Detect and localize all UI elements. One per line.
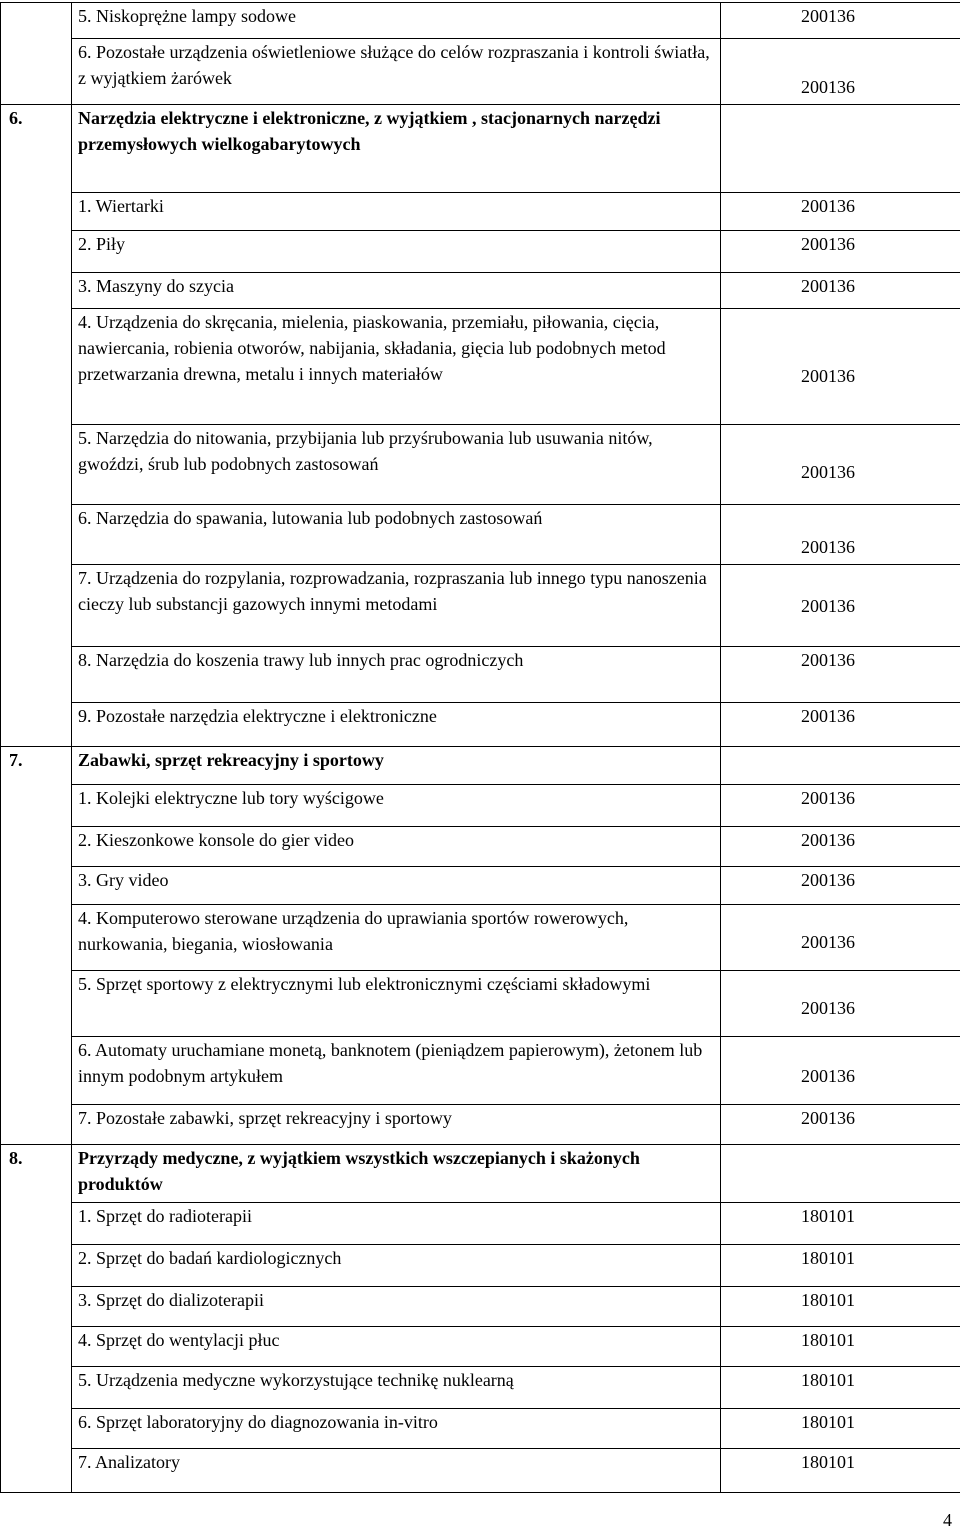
table-row bbox=[1, 231, 960, 273]
waste-code bbox=[721, 1203, 960, 1245]
waste-code-value: 200136 bbox=[801, 785, 960, 811]
item-description: 2. Kieszonkowe konsole do gier video bbox=[72, 827, 721, 867]
row-number bbox=[1, 827, 72, 867]
table-row bbox=[1, 1105, 960, 1145]
waste-code bbox=[721, 39, 960, 105]
item-description: 7. Urządzenia do rozpylania, rozprowadzania, rozpraszania lub innego typu nanoszenia cieczy lub substancji gazowych innymi metodami bbox=[72, 565, 721, 647]
item-description: 7. Analizatory bbox=[72, 1449, 721, 1493]
item-description: 1. Sprzęt do radioterapii bbox=[72, 1203, 721, 1245]
item-description: 1. Wiertarki bbox=[72, 193, 721, 231]
category-row bbox=[1, 1145, 960, 1203]
item-description: 7. Pozostałe zabawki, sprzęt rekreacyjny i sportowy bbox=[72, 1105, 721, 1145]
table-row bbox=[1, 565, 960, 647]
item-description: 2. Piły bbox=[72, 231, 721, 273]
row-number bbox=[1, 905, 72, 971]
item-description: 3. Maszyny do szycia bbox=[72, 273, 721, 309]
row-number bbox=[1, 309, 72, 425]
waste-code bbox=[721, 867, 960, 905]
waste-code bbox=[721, 3, 960, 39]
table-row bbox=[1, 867, 960, 905]
waste-code-value: 200136 bbox=[801, 273, 960, 299]
item-description: 3. Gry video bbox=[72, 867, 721, 905]
row-number bbox=[1, 971, 72, 1037]
table-row bbox=[1, 1287, 960, 1327]
item-description: 6. Automaty uruchamiane monetą, banknotem (pieniądzem papierowym), żetonem lub innym podobnym artykułem bbox=[72, 1037, 721, 1105]
item-description: 4. Sprzęt do wentylacji płuc bbox=[72, 1327, 721, 1367]
table-row bbox=[1, 1449, 960, 1493]
table-row bbox=[1, 3, 960, 39]
waste-code-value: 180101 bbox=[801, 1409, 960, 1435]
waste-code-value: 200136 bbox=[801, 1037, 960, 1089]
category-title: Zabawki, sprzęt rekreacyjny i sportowy bbox=[72, 747, 721, 785]
item-description: 4. Komputerowo sterowane urządzenia do uprawiania sportów rowerowych, nurkowania, biegania, wiosłowania bbox=[72, 905, 721, 971]
waste-code-value: 180101 bbox=[801, 1367, 960, 1393]
waste-code-value: 200136 bbox=[801, 193, 960, 219]
waste-code-value: 200136 bbox=[801, 309, 960, 389]
row-number bbox=[1, 39, 72, 105]
item-description: 5. Narzędzia do nitowania, przybijania lub przyśrubowania lub usuwania nitów, gwoździ, śrub lub podobnych zastosowań bbox=[72, 425, 721, 505]
row-number bbox=[1, 1287, 72, 1327]
row-number bbox=[1, 3, 72, 39]
page-number: 4 bbox=[943, 1510, 952, 1531]
table-row bbox=[1, 39, 960, 105]
waste-code-value: 200136 bbox=[801, 827, 960, 853]
row-number: 7. bbox=[1, 747, 72, 785]
table-row bbox=[1, 785, 960, 827]
waste-code bbox=[721, 565, 960, 647]
table-row bbox=[1, 193, 960, 231]
table-row bbox=[1, 425, 960, 505]
waste-code-value: 200136 bbox=[801, 565, 960, 619]
waste-code bbox=[721, 193, 960, 231]
waste-code-value: 200136 bbox=[801, 905, 960, 955]
waste-code bbox=[721, 703, 960, 747]
item-description: 5. Niskoprężne lampy sodowe bbox=[72, 3, 721, 39]
category-row bbox=[1, 747, 960, 785]
waste-code-value: 180101 bbox=[801, 1449, 960, 1475]
item-description: 8. Narzędzia do koszenia trawy lub innych prac ogrodniczych bbox=[72, 647, 721, 703]
waste-code-value: 200136 bbox=[801, 1105, 960, 1131]
item-description: 5. Urządzenia medyczne wykorzystujące technikę nuklearną bbox=[72, 1367, 721, 1409]
waste-code-value: 200136 bbox=[801, 425, 960, 485]
waste-code-value: 180101 bbox=[801, 1327, 960, 1353]
row-number bbox=[1, 1367, 72, 1409]
waste-code-value: 200136 bbox=[801, 74, 960, 104]
row-number bbox=[1, 231, 72, 273]
waste-code bbox=[721, 309, 960, 425]
table-row bbox=[1, 1409, 960, 1449]
category-title: Narzędzia elektryczne i elektroniczne, z wyjątkiem , stacjonarnych narzędzi przemysłowych wielkogabarytowych bbox=[72, 105, 721, 193]
table-row bbox=[1, 309, 960, 425]
waste-code bbox=[721, 905, 960, 971]
item-description: 1. Kolejki elektryczne lub tory wyścigowe bbox=[72, 785, 721, 827]
table-row bbox=[1, 1245, 960, 1287]
equipment-table bbox=[0, 2, 960, 1493]
waste-code bbox=[721, 1327, 960, 1367]
waste-code bbox=[721, 971, 960, 1037]
table-row bbox=[1, 505, 960, 565]
waste-code-value: 200136 bbox=[801, 867, 960, 893]
waste-code bbox=[721, 1145, 960, 1203]
waste-code-value: 180101 bbox=[801, 1287, 960, 1313]
row-number bbox=[1, 1105, 72, 1145]
row-number bbox=[1, 505, 72, 565]
waste-code bbox=[721, 1367, 960, 1409]
category-row bbox=[1, 105, 960, 193]
waste-code bbox=[721, 1245, 960, 1287]
waste-code bbox=[721, 273, 960, 309]
waste-code-value: 200136 bbox=[801, 647, 960, 673]
item-description: 6. Narzędzia do spawania, lutowania lub podobnych zastosowań bbox=[72, 505, 721, 565]
row-number bbox=[1, 1037, 72, 1105]
item-description: 6. Pozostałe urządzenia oświetleniowe służące do celów rozpraszania i kontroli światła, z wyjątkiem żarówek bbox=[72, 39, 721, 105]
waste-code-value: 180101 bbox=[801, 1203, 960, 1229]
waste-code bbox=[721, 231, 960, 273]
item-description: 2. Sprzęt do badań kardiologicznych bbox=[72, 1245, 721, 1287]
waste-code bbox=[721, 1449, 960, 1493]
table-row bbox=[1, 1327, 960, 1367]
equipment-table-body bbox=[1, 3, 960, 1493]
waste-code-value: 200136 bbox=[801, 534, 960, 564]
row-number bbox=[1, 647, 72, 703]
row-number bbox=[1, 867, 72, 905]
table-row bbox=[1, 647, 960, 703]
waste-code-value: 200136 bbox=[801, 3, 960, 29]
table-row bbox=[1, 971, 960, 1037]
row-number bbox=[1, 273, 72, 309]
waste-code bbox=[721, 785, 960, 827]
row-number bbox=[1, 193, 72, 231]
waste-code bbox=[721, 827, 960, 867]
waste-code bbox=[721, 1287, 960, 1327]
table-row bbox=[1, 1203, 960, 1245]
row-number bbox=[1, 703, 72, 747]
item-description: 5. Sprzęt sportowy z elektrycznymi lub elektronicznymi częściami składowymi bbox=[72, 971, 721, 1037]
table-row bbox=[1, 827, 960, 867]
row-number bbox=[1, 785, 72, 827]
waste-code-value: 200136 bbox=[801, 703, 960, 729]
row-number bbox=[1, 1327, 72, 1367]
waste-code bbox=[721, 647, 960, 703]
row-number bbox=[1, 425, 72, 505]
waste-code bbox=[721, 425, 960, 505]
waste-code bbox=[721, 505, 960, 565]
item-description: 6. Sprzęt laboratoryjny do diagnozowania in-vitro bbox=[72, 1409, 721, 1449]
row-number bbox=[1, 1409, 72, 1449]
waste-code-value: 180101 bbox=[801, 1245, 960, 1271]
waste-code-value: 200136 bbox=[801, 231, 960, 257]
item-description: 3. Sprzęt do dializoterapii bbox=[72, 1287, 721, 1327]
row-number: 6. bbox=[1, 105, 72, 193]
waste-code bbox=[721, 747, 960, 785]
row-number bbox=[1, 1449, 72, 1493]
waste-code bbox=[721, 1037, 960, 1105]
waste-code bbox=[721, 1409, 960, 1449]
category-title: Przyrządy medyczne, z wyjątkiem wszystkich wszczepianych i skażonych produktów bbox=[72, 1145, 721, 1203]
table-row bbox=[1, 1367, 960, 1409]
table-row bbox=[1, 1037, 960, 1105]
item-description: 9. Pozostałe narzędzia elektryczne i elektroniczne bbox=[72, 703, 721, 747]
waste-code bbox=[721, 105, 960, 193]
row-number bbox=[1, 1203, 72, 1245]
table-row bbox=[1, 703, 960, 747]
item-description: 4. Urządzenia do skręcania, mielenia, piaskowania, przemiału, piłowania, cięcia, nawiercania, robienia otworów, nabijania, składania, gięcia lub podobnych metod przetwarzania drewna, metalu i innych materiałów bbox=[72, 309, 721, 425]
row-number bbox=[1, 1245, 72, 1287]
row-number: 8. bbox=[1, 1145, 72, 1203]
row-number bbox=[1, 565, 72, 647]
table-row bbox=[1, 905, 960, 971]
waste-code bbox=[721, 1105, 960, 1145]
waste-code-value: 200136 bbox=[801, 971, 960, 1021]
table-row bbox=[1, 273, 960, 309]
